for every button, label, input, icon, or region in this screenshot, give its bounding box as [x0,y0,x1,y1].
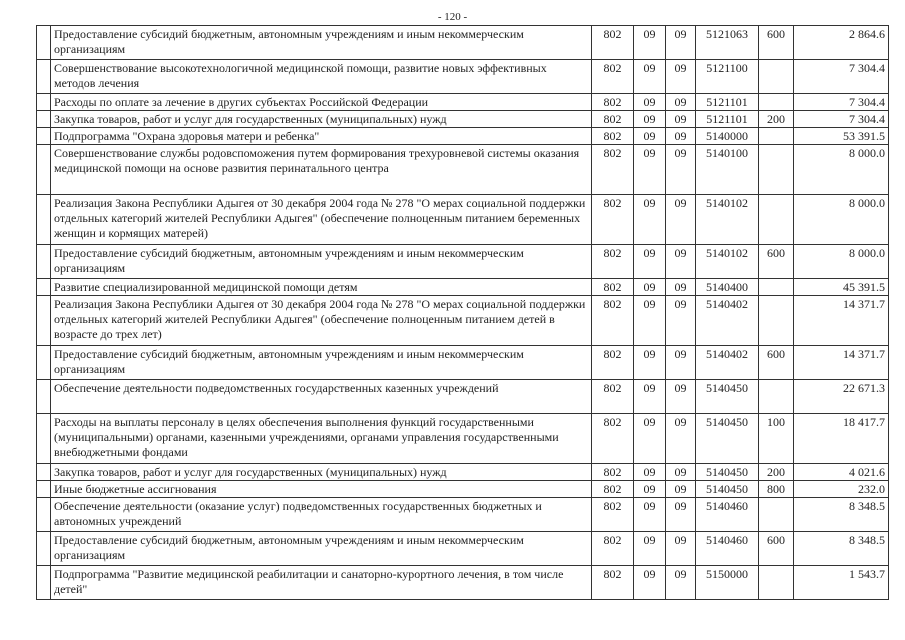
table-row [37,346,889,380]
expense-type-cell: 200 [759,111,794,128]
expense-name-cell: Совершенствование службы родовспоможения путем формирования трехуровневой системы оказания медицинской помощи на основе развития перинатального центра [51,145,592,195]
ministry-code-cell: 802 [592,532,634,566]
table-row [37,380,889,414]
section-code-cell: 09 [634,145,666,195]
row-indent-cell [37,60,51,94]
subsection-code-cell: 09 [666,481,696,498]
amount-cell: 8 348.5 [794,532,889,566]
amount-cell: 7 304.4 [794,111,889,128]
budget-table [36,25,889,600]
ministry-code-cell: 802 [592,26,634,60]
target-code-cell: 5140402 [696,346,759,380]
row-indent-cell [37,498,51,532]
target-code-cell: 5150000 [696,566,759,600]
amount-cell: 53 391.5 [794,128,889,145]
subsection-code-cell: 09 [666,532,696,566]
subsection-code-cell: 09 [666,111,696,128]
subsection-code-cell: 09 [666,26,696,60]
section-code-cell: 09 [634,94,666,111]
section-code-cell: 09 [634,128,666,145]
section-code-cell: 09 [634,532,666,566]
target-code-cell: 5140102 [696,245,759,279]
target-code-cell: 5121101 [696,94,759,111]
expense-type-cell [759,94,794,111]
expense-type-cell [759,380,794,414]
row-indent-cell [37,111,51,128]
table-row [37,464,889,481]
section-code-cell: 09 [634,111,666,128]
amount-cell: 14 371.7 [794,346,889,380]
expense-name-cell: Совершенствование высокотехнологичной медицинской помощи, развитие новых эффективных методов лечения [51,60,592,94]
ministry-code-cell: 802 [592,498,634,532]
subsection-code-cell: 09 [666,566,696,600]
table-row [37,245,889,279]
expense-name-cell: Развитие специализированной медицинской помощи детям [51,279,592,296]
row-indent-cell [37,26,51,60]
expense-type-cell: 600 [759,245,794,279]
expense-type-cell [759,296,794,346]
row-indent-cell [37,464,51,481]
expense-name-cell: Реализация Закона Республики Адыгея от 30 декабря 2004 года № 278 "О мерах социальной поддержки отдельных категорий жителей Республики Адыгея" (обеспечение полноценным питанием детей в возрасте до трех лет) [51,296,592,346]
amount-cell: 7 304.4 [794,60,889,94]
expense-name-cell: Расходы по оплате за лечение в других субъектах Российской Федерации [51,94,592,111]
expense-name-cell: Реализация Закона Республики Адыгея от 30 декабря 2004 года № 278 "О мерах социальной поддержки отдельных категорий жителей Республики Адыгея" (обеспечение полноценным питанием беременных женщин и кормящих матерей) [51,195,592,245]
ministry-code-cell: 802 [592,279,634,296]
amount-cell: 22 671.3 [794,380,889,414]
expense-name-cell: Обеспечение деятельности подведомственных государственных казенных учреждений [51,380,592,414]
amount-cell: 8 348.5 [794,498,889,532]
expense-type-cell: 600 [759,532,794,566]
ministry-code-cell: 802 [592,94,634,111]
expense-type-cell [759,195,794,245]
ministry-code-cell: 802 [592,128,634,145]
subsection-code-cell: 09 [666,464,696,481]
row-indent-cell [37,414,51,464]
amount-cell: 2 864.6 [794,26,889,60]
amount-cell: 1 543.7 [794,566,889,600]
expense-name-cell: Подпрограмма "Охрана здоровья матери и ребенка" [51,128,592,145]
ministry-code-cell: 802 [592,566,634,600]
expense-name-cell: Обеспечение деятельности (оказание услуг) подведомственных государственных бюджетных и автономных учреждений [51,498,592,532]
table-row [37,111,889,128]
subsection-code-cell: 09 [666,94,696,111]
subsection-code-cell: 09 [666,195,696,245]
table-row [37,279,889,296]
row-indent-cell [37,245,51,279]
subsection-code-cell: 09 [666,145,696,195]
expense-type-cell: 600 [759,26,794,60]
section-code-cell: 09 [634,380,666,414]
subsection-code-cell: 09 [666,414,696,464]
section-code-cell: 09 [634,195,666,245]
expense-type-cell [759,145,794,195]
ministry-code-cell: 802 [592,60,634,94]
expense-type-cell [759,128,794,145]
subsection-code-cell: 09 [666,498,696,532]
section-code-cell: 09 [634,566,666,600]
expense-type-cell [759,279,794,296]
section-code-cell: 09 [634,498,666,532]
section-code-cell: 09 [634,245,666,279]
row-indent-cell [37,195,51,245]
amount-cell: 8 000.0 [794,145,889,195]
section-code-cell: 09 [634,26,666,60]
amount-cell: 232.0 [794,481,889,498]
expense-name-cell: Иные бюджетные ассигнования [51,481,592,498]
expense-type-cell: 200 [759,464,794,481]
table-row [37,128,889,145]
target-code-cell: 5140400 [696,279,759,296]
subsection-code-cell: 09 [666,296,696,346]
target-code-cell: 5140102 [696,195,759,245]
table-row [37,532,889,566]
ministry-code-cell: 802 [592,380,634,414]
expense-name-cell: Предоставление субсидий бюджетным, автономным учреждениям и иным некоммерческим организациям [51,26,592,60]
target-code-cell: 5140450 [696,414,759,464]
row-indent-cell [37,128,51,145]
amount-cell: 14 371.7 [794,296,889,346]
amount-cell: 8 000.0 [794,195,889,245]
amount-cell: 18 417.7 [794,414,889,464]
ministry-code-cell: 802 [592,346,634,380]
expense-name-cell: Закупка товаров, работ и услуг для государственных (муниципальных) нужд [51,111,592,128]
expense-name-cell: Расходы на выплаты персоналу в целях обеспечения выполнения функций государственными (муниципальными) органами, казенными учреждениями, органами управления государственными внебюджетными фондами [51,414,592,464]
target-code-cell: 5140450 [696,380,759,414]
section-code-cell: 09 [634,60,666,94]
row-indent-cell [37,481,51,498]
table-row [37,145,889,195]
expense-name-cell: Предоставление субсидий бюджетным, автономным учреждениям и иным некоммерческим организациям [51,532,592,566]
expense-name-cell: Закупка товаров, работ и услуг для государственных (муниципальных) нужд [51,464,592,481]
expense-type-cell: 100 [759,414,794,464]
row-indent-cell [37,566,51,600]
target-code-cell: 5121100 [696,60,759,94]
target-code-cell: 5121101 [696,111,759,128]
target-code-cell: 5140000 [696,128,759,145]
expense-type-cell: 800 [759,481,794,498]
row-indent-cell [37,279,51,296]
target-code-cell: 5140450 [696,481,759,498]
target-code-cell: 5140450 [696,464,759,481]
subsection-code-cell: 09 [666,128,696,145]
ministry-code-cell: 802 [592,245,634,279]
table-row [37,195,889,245]
ministry-code-cell: 802 [592,111,634,128]
table-row [37,481,889,498]
subsection-code-cell: 09 [666,380,696,414]
row-indent-cell [37,532,51,566]
table-row [37,296,889,346]
table-row [37,566,889,600]
subsection-code-cell: 09 [666,245,696,279]
amount-cell: 45 391.5 [794,279,889,296]
ministry-code-cell: 802 [592,296,634,346]
expense-type-cell [759,60,794,94]
row-indent-cell [37,94,51,111]
target-code-cell: 5140460 [696,498,759,532]
row-indent-cell [37,346,51,380]
target-code-cell: 5140402 [696,296,759,346]
expense-type-cell [759,498,794,532]
table-row [37,498,889,532]
amount-cell: 7 304.4 [794,94,889,111]
amount-cell: 4 021.6 [794,464,889,481]
page-number: - 120 - [437,11,468,23]
ministry-code-cell: 802 [592,145,634,195]
subsection-code-cell: 09 [666,279,696,296]
table-row [37,414,889,464]
table-row [37,60,889,94]
expense-name-cell: Предоставление субсидий бюджетным, автономным учреждениям и иным некоммерческим организациям [51,346,592,380]
target-code-cell: 5140460 [696,532,759,566]
budget-table-body [37,26,889,600]
section-code-cell: 09 [634,296,666,346]
row-indent-cell [37,380,51,414]
ministry-code-cell: 802 [592,195,634,245]
row-indent-cell [37,145,51,195]
row-indent-cell [37,296,51,346]
section-code-cell: 09 [634,464,666,481]
expense-type-cell [759,566,794,600]
table-row [37,94,889,111]
ministry-code-cell: 802 [592,414,634,464]
ministry-code-cell: 802 [592,464,634,481]
expense-name-cell: Подпрограмма "Развитие медицинской реабилитации и санаторно-курортного лечения, в том числе детей" [51,566,592,600]
expense-type-cell: 600 [759,346,794,380]
subsection-code-cell: 09 [666,60,696,94]
expense-name-cell: Предоставление субсидий бюджетным, автономным учреждениям и иным некоммерческим организациям [51,245,592,279]
section-code-cell: 09 [634,346,666,380]
subsection-code-cell: 09 [666,346,696,380]
section-code-cell: 09 [634,279,666,296]
ministry-code-cell: 802 [592,481,634,498]
section-code-cell: 09 [634,481,666,498]
target-code-cell: 5121063 [696,26,759,60]
table-row [37,26,889,60]
target-code-cell: 5140100 [696,145,759,195]
amount-cell: 8 000.0 [794,245,889,279]
section-code-cell: 09 [634,414,666,464]
